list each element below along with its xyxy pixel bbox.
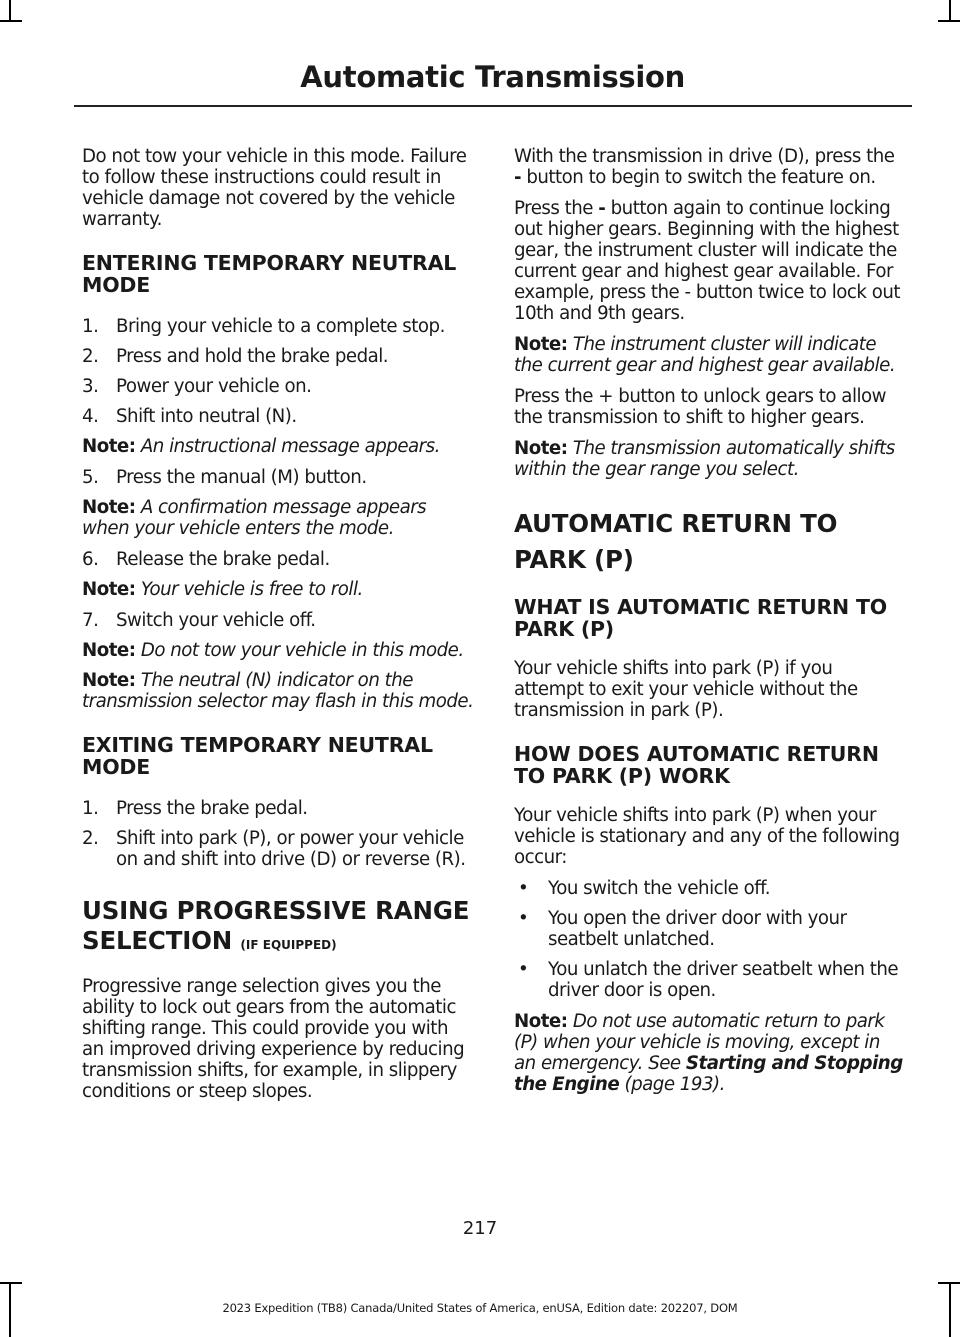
list-item: • You switch the vehicle off.	[518, 878, 771, 899]
note-instrument-cluster: Note: The instrument cluster will indicate the current gear and highest gear available.	[514, 334, 896, 376]
crop-mark-bottom-left-h	[0, 1282, 22, 1284]
conditions-list	[514, 878, 906, 1001]
entering-steps-list	[82, 316, 474, 427]
crop-mark-top-right-v	[949, 0, 951, 22]
note-emergency: Note: Do not use automatic return to park (P) when your vehicle is moving, except in an emergency. See Starting and Stopping the Engine (page 193).	[514, 1011, 903, 1095]
list-item: 6. Release the brake pedal.	[82, 549, 330, 570]
list-item: 2. Shift into park (P), or power your vehicle on and shift into drive (D) or reverse (R).	[82, 828, 466, 870]
what-is-heading: WHAT IS AUTOMATIC RETURN TO PARK (P)	[514, 595, 887, 641]
crop-mark-top-right-h	[938, 20, 960, 22]
list-item: 2. Press and hold the brake pedal.	[82, 346, 389, 367]
list-item: 1. Press the brake pedal.	[82, 798, 308, 819]
note-confirmation: Note: A confirmation message appears when your vehicle enters the mode.	[82, 497, 427, 539]
exiting-neutral-heading: EXITING TEMPORARY NEUTRAL MODE	[82, 733, 433, 779]
starting-stopping-engine-link[interactable]: Starting and Stopping the Engine	[514, 1053, 903, 1095]
list-item: • You open the driver door with your seatbelt unlatched.	[518, 908, 847, 950]
exiting-steps-list	[82, 798, 474, 870]
how-does-paragraph: Your vehicle shifts into park (P) when your vehicle is stationary and any of the following occur:	[514, 805, 900, 868]
what-is-paragraph: Your vehicle shifts into park (P) if you attempt to exit your vehicle without the transmission in park (P).	[514, 658, 858, 721]
note-do-not-tow: Note: Do not tow your vehicle in this mode.	[82, 640, 464, 661]
note-neutral-indicator: Note: The neutral (N) indicator on the transmission selector may flash in this mode.	[82, 670, 474, 712]
if-equipped-label: (IF EQUIPPED)	[240, 938, 337, 952]
page-number: 217	[462, 1218, 498, 1239]
progressive-range-paragraph: Progressive range selection gives you the ability to lock out gears from the automatic shifting range. This could provide you with an improved driving experience by reducing transmission shifts, for example, in slippery conditions or steep slopes.	[82, 976, 465, 1102]
note-instructional: Note: An instructional message appears.	[82, 436, 440, 457]
left-column	[82, 146, 474, 1102]
list-item: 3. Power your vehicle on.	[82, 376, 312, 397]
list-item: • You unlatch the driver seatbelt when the driver door is open.	[518, 959, 899, 1001]
how-does-heading: HOW DOES AUTOMATIC RETURN TO PARK (P) WORK	[514, 742, 879, 788]
right-column	[514, 146, 906, 1095]
lockout-paragraph: Press the - button again to continue locking out higher gears. Beginning with the highest gear, the instrument cluster will indicate the current gear and highest gear available. For example, press the - button twice to lock out 10th and 9th gears.	[514, 198, 900, 324]
note-gear-range: Note: The transmission automatically shifts within the gear range you select.	[514, 438, 895, 480]
automatic-return-heading: AUTOMATIC RETURN TO PARK (P)	[514, 509, 838, 574]
unlock-paragraph: Press the + button to unlock gears to allow the transmission to shift to higher gears.	[514, 386, 887, 428]
list-item: 4. Shift into neutral (N).	[82, 406, 297, 427]
crop-mark-top-left-v	[9, 0, 11, 22]
note-free-to-roll: Note: Your vehicle is free to roll.	[82, 579, 363, 600]
list-item: 7. Switch your vehicle off.	[82, 610, 316, 631]
intro-paragraph: Do not tow your vehicle in this mode. Failure to follow these instructions could result in vehicle damage not covered by the vehicle warranty.	[82, 146, 467, 230]
progressive-range-heading: USING PROGRESSIVE RANGE SELECTION (IF EQUIPPED)	[82, 896, 470, 955]
list-item: 1. Bring your vehicle to a complete stop.	[82, 316, 445, 337]
header-divider	[74, 105, 912, 107]
crop-mark-top-left-h	[0, 20, 22, 22]
page-title: Automatic Transmission	[300, 60, 685, 94]
entering-neutral-heading: ENTERING TEMPORARY NEUTRAL MODE	[82, 251, 457, 297]
feature-on-paragraph: With the transmission in drive (D), press the - button to begin to switch the feature on.	[514, 146, 895, 188]
crop-mark-bottom-right-h	[938, 1282, 960, 1284]
list-item: 5. Press the manual (M) button.	[82, 467, 367, 488]
footer-edition-info: 2023 Expedition (TB8) Canada/United States of America, enUSA, Edition date: 202207, DOM	[222, 1301, 738, 1315]
